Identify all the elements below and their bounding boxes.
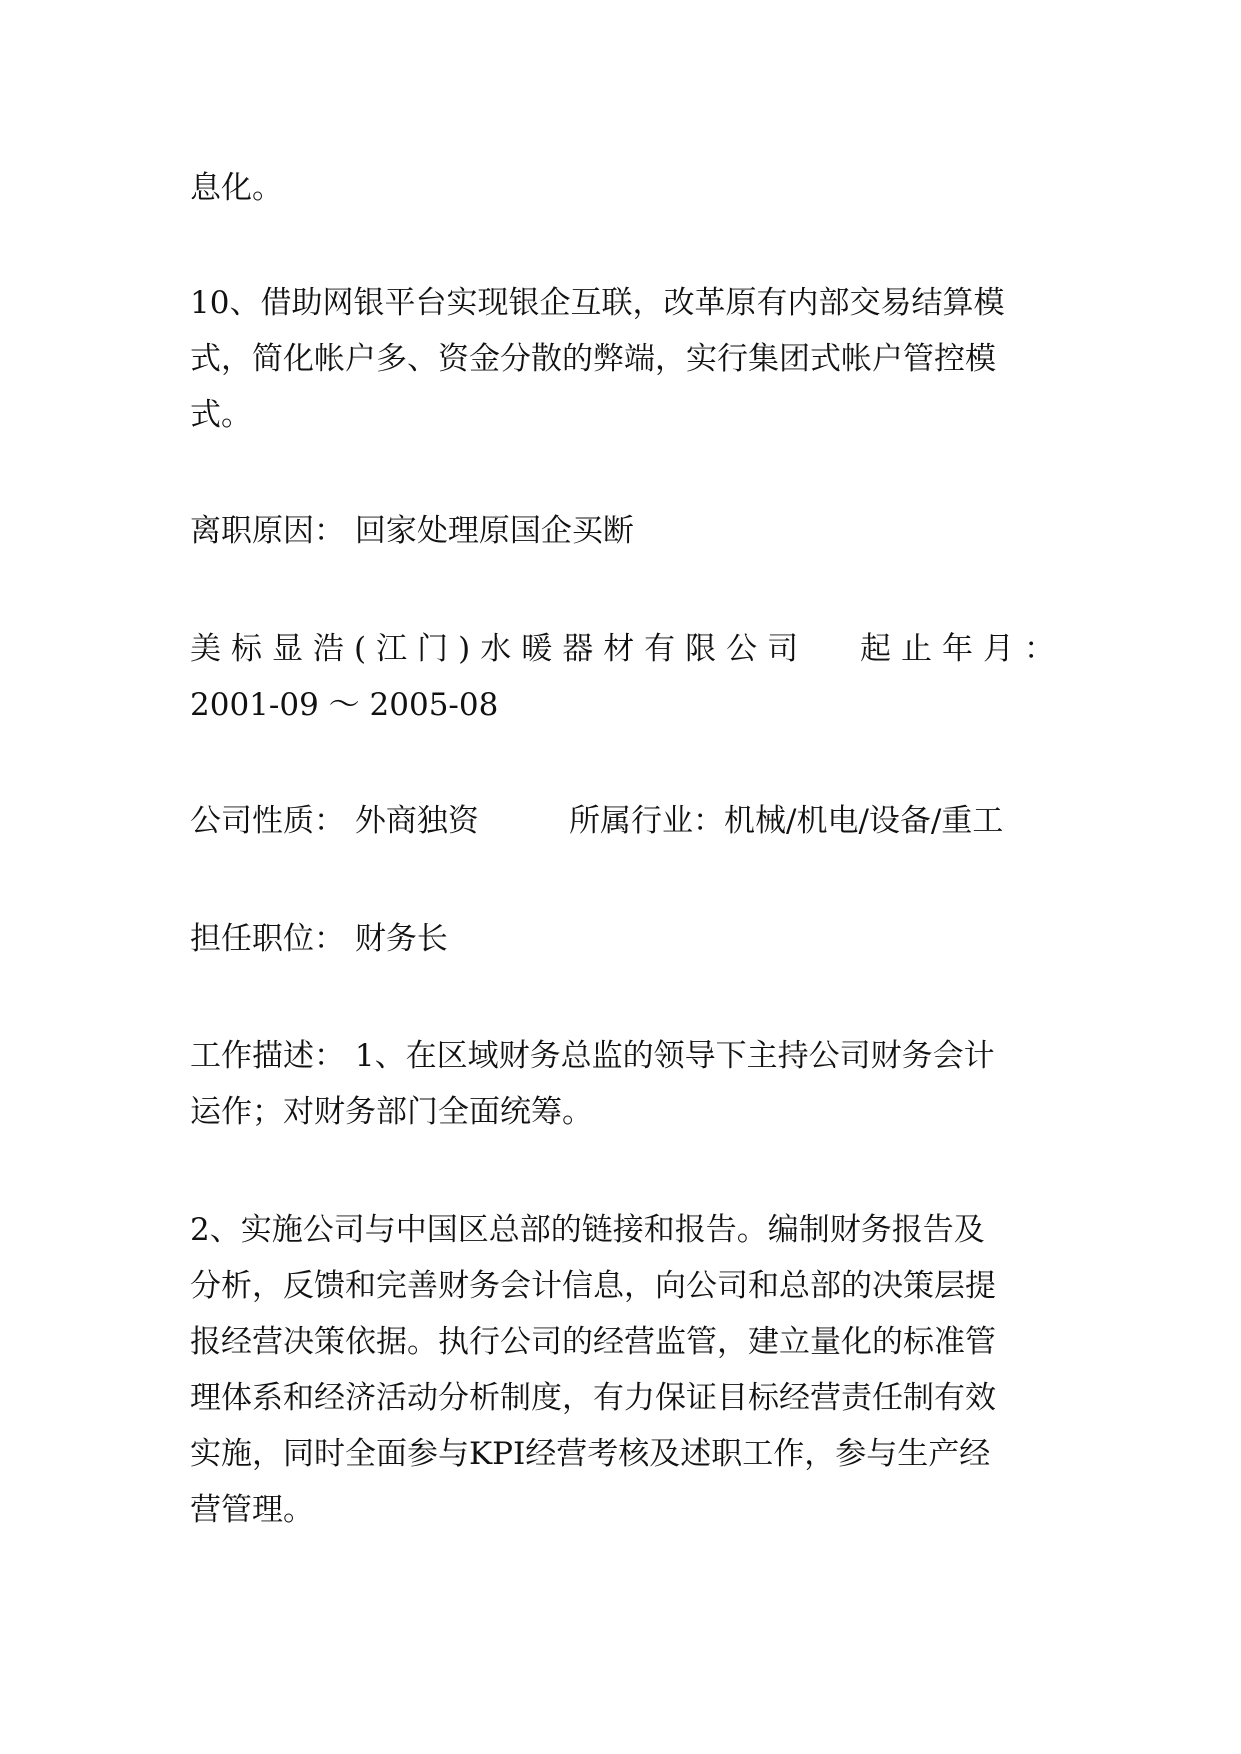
period-label: 起止年月： [860, 631, 1065, 667]
job-description-line: 工作描述： 1、在区域财务总监的领导下主持公司财务会计 [190, 1038, 995, 1074]
company-type-line: 公司性质： 外商独资 [190, 803, 479, 839]
leave-reason-line: 离职原因： 回家处理原国企买断 [190, 513, 634, 549]
period-value: 2001-09 ～ 2005-08 [190, 687, 499, 723]
job-description-line: 运作；对财务部门全面统筹。 [190, 1094, 593, 1130]
job-description-line: 分析，反馈和完善财务会计信息，向公司和总部的决策层提 [190, 1268, 996, 1304]
job-description-line: 2、实施公司与中国区总部的链接和报告。编制财务报告及 [190, 1212, 985, 1248]
industry-line: 所属行业：机械/机电/设备/重工 [569, 803, 1004, 839]
job-description-line: 理体系和经济活动分析制度，有力保证目标经营责任制有效 [190, 1380, 996, 1416]
paragraph-line: 10、借助网银平台实现银企互联，改革原有内部交易结算模 [190, 285, 1005, 321]
job-description-line: 实施，同时全面参与KPI经营考核及述职工作，参与生产经 [190, 1436, 991, 1472]
company-name: 美标显浩(江门)水暖器材有限公司 [190, 631, 809, 667]
paragraph-line: 式，简化帐户多、资金分散的弊端，实行集团式帐户管控模 [190, 341, 996, 377]
paragraph-line: 式。 [190, 397, 252, 433]
position-line: 担任职位： 财务长 [190, 921, 448, 957]
job-description-line: 报经营决策依据。执行公司的经营监管，建立量化的标准管 [190, 1324, 996, 1360]
job-description-line: 营管理。 [190, 1492, 314, 1528]
paragraph-line: 息化。 [190, 170, 283, 206]
